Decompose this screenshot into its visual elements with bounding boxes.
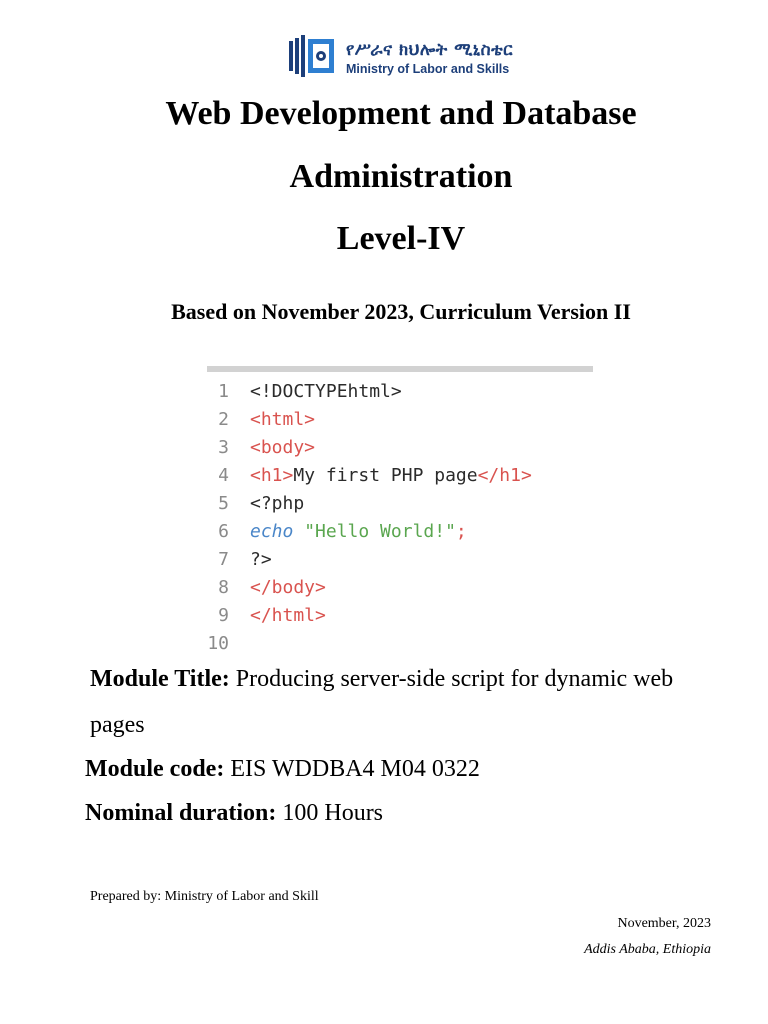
publication-date: November, 2023 bbox=[617, 916, 711, 931]
ministry-emblem-icon bbox=[289, 33, 339, 79]
module-title-continued: pages bbox=[90, 712, 145, 738]
line-number: 7 bbox=[218, 549, 229, 570]
line-number: 3 bbox=[218, 437, 229, 458]
code-token: </body> bbox=[250, 577, 326, 598]
code-sample bbox=[207, 366, 593, 662]
logo-english-text: Ministry of Labor and Skills bbox=[346, 62, 510, 76]
code-token: "Hello World!" bbox=[304, 521, 456, 542]
prepared-by: Prepared by: Ministry of Labor and Skill bbox=[90, 889, 319, 904]
code-token: <!DOCTYPEhtml> bbox=[250, 381, 402, 402]
line-number: 5 bbox=[218, 493, 229, 514]
code-line bbox=[207, 462, 532, 490]
nominal-duration bbox=[85, 800, 383, 827]
code-line bbox=[207, 602, 326, 630]
code-line bbox=[207, 378, 402, 406]
line-number: 6 bbox=[218, 521, 229, 542]
code-line bbox=[207, 434, 315, 462]
line-number: 4 bbox=[218, 465, 229, 486]
document-title-line-1: Web Development and Database bbox=[165, 95, 637, 132]
code-token: </h1> bbox=[477, 465, 532, 486]
code-line bbox=[207, 490, 304, 518]
document-title-line-2: Administration bbox=[289, 158, 513, 195]
line-number: 1 bbox=[218, 381, 229, 402]
logo-amharic-text: የሥራና ክህሎት ሚኒስቴር bbox=[346, 40, 513, 60]
module-code-value: EIS WDDBA4 M04 0322 bbox=[230, 756, 480, 782]
document-level: Level-IV bbox=[336, 220, 466, 257]
code-line bbox=[207, 630, 250, 658]
curriculum-subtitle: Based on November 2023, Curriculum Version II bbox=[171, 299, 631, 324]
code-line bbox=[207, 574, 326, 602]
code-token: </html> bbox=[250, 605, 326, 626]
publication-place: Addis Ababa, Ethiopia bbox=[584, 942, 711, 957]
code-token: <?php bbox=[250, 493, 305, 514]
ministry-logo bbox=[289, 31, 529, 83]
line-number: 2 bbox=[218, 409, 229, 430]
nominal-duration-label: Nominal duration: bbox=[85, 800, 277, 826]
module-title bbox=[90, 666, 673, 693]
code-token: <body> bbox=[250, 437, 316, 458]
code-line bbox=[207, 518, 467, 546]
code-token: <h1> bbox=[250, 465, 294, 486]
code-line bbox=[207, 546, 272, 574]
module-title-label: Module Title: bbox=[90, 666, 230, 692]
module-code bbox=[85, 756, 480, 783]
code-token: <html> bbox=[250, 409, 316, 430]
module-title-value: Producing server-side script for dynamic web bbox=[235, 666, 674, 692]
nominal-duration-value: 100 Hours bbox=[282, 800, 384, 826]
code-token: My first PHP page bbox=[293, 465, 478, 486]
code-token: ?> bbox=[250, 549, 272, 570]
code-token: echo bbox=[250, 521, 294, 542]
code-line bbox=[207, 406, 315, 434]
code-token bbox=[293, 521, 304, 542]
line-number: 10 bbox=[207, 633, 229, 654]
code-token: ; bbox=[455, 521, 467, 542]
module-code-label: Module code: bbox=[85, 756, 225, 782]
line-number: 9 bbox=[218, 605, 229, 626]
line-number: 8 bbox=[218, 577, 229, 598]
